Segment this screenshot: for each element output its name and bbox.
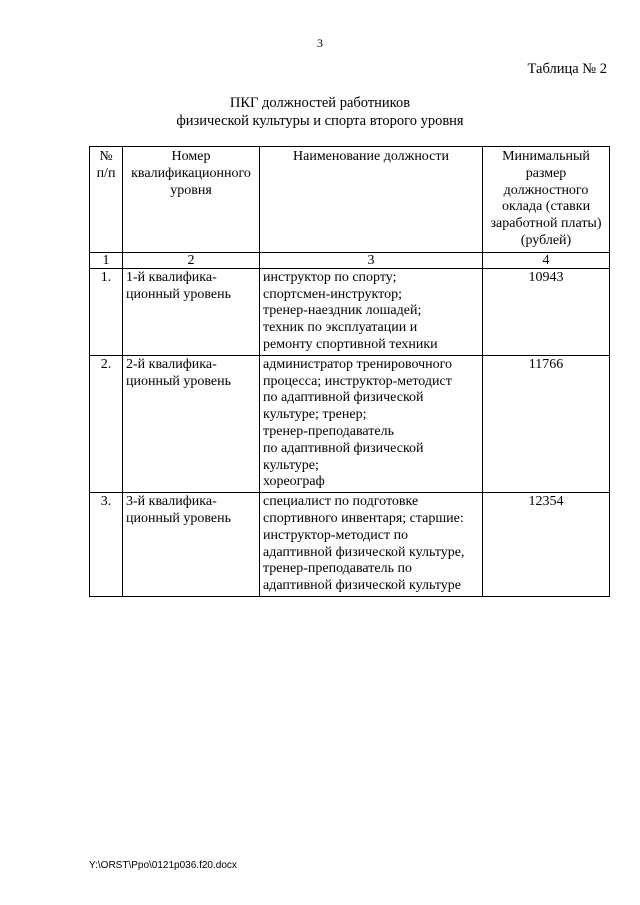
header-text-line: размер (525, 165, 567, 181)
salary-value: 10943 (483, 268, 610, 355)
header-text-line: должностного (503, 182, 589, 198)
position-line: культуре; (263, 457, 319, 473)
header-text-line: заработной платы) (490, 216, 602, 232)
column-number: 3 (260, 252, 483, 268)
header-text-line: квалификационного (131, 165, 251, 181)
header-text-line: Наименование должности (293, 149, 449, 164)
table-header-row (90, 147, 610, 253)
table-row (90, 355, 610, 492)
header-position-name (260, 147, 483, 253)
position-line: специалист по подготовке (263, 494, 419, 510)
page-number: 3 (317, 36, 323, 50)
salary-value: 12354 (483, 493, 610, 597)
column-number-row (90, 252, 610, 268)
position-line: тренер-наездник лошадей; (263, 303, 422, 319)
position-line: тренер-преподаватель (263, 423, 394, 439)
qualification-level (123, 268, 260, 355)
level-line: 3-й квалифика- (126, 494, 217, 510)
positions-table (89, 146, 610, 597)
header-text-line: уровня (170, 182, 212, 198)
position-line: инструктор по спорту; (263, 269, 397, 285)
level-line: ционный уровень (126, 510, 231, 526)
row-number: 2. (90, 355, 123, 492)
header-text-line: (рублей) (520, 232, 572, 248)
level-line: ционный уровень (126, 286, 231, 302)
document-title (0, 95, 640, 130)
row-number: 3. (90, 493, 123, 597)
position-line: адаптивной физической культуре, (263, 544, 465, 560)
level-line: 1-й квалифика- (126, 269, 217, 285)
file-path-footer: Y:\ORST\Ppo\0121p036.f20.docx (89, 860, 237, 871)
title-line-2: физической культуры и спорта второго уровня (176, 112, 464, 129)
header-text-line: Минимальный (502, 149, 590, 164)
header-salary (483, 147, 610, 253)
position-line: ремонту спортивной техники (263, 336, 438, 352)
position-line: администратор тренировочного (263, 356, 453, 372)
qualification-level (123, 355, 260, 492)
position-line: по адаптивной физической (263, 440, 424, 456)
header-text-line: п/п (96, 165, 116, 181)
row-number: 1. (90, 268, 123, 355)
position-line: тренер-преподаватель по (263, 561, 412, 577)
position-line: инструктор-методист по (263, 527, 409, 543)
position-line: по адаптивной физической (263, 390, 424, 406)
position-line: адаптивной физической культуре (263, 578, 462, 594)
level-line: 2-й квалифика- (126, 356, 217, 372)
position-line: культуре; тренер; (263, 407, 367, 423)
column-number: 2 (123, 252, 260, 268)
salary-value: 11766 (483, 355, 610, 492)
header-text-line: № (99, 149, 113, 164)
position-line: спортсмен-инструктор; (263, 286, 402, 302)
title-line-1: ПКГ должностей работников (229, 95, 411, 111)
position-names (260, 268, 483, 355)
header-level (123, 147, 260, 253)
table-label: Таблица № 2 (527, 61, 607, 77)
header-text-line: оклада (ставки (501, 199, 591, 215)
position-line: спортивного инвентаря; старшие: (263, 510, 464, 526)
header-text-line: Номер (171, 149, 211, 164)
table-row (90, 493, 610, 597)
position-line: хореограф (263, 474, 325, 490)
column-number: 1 (90, 252, 123, 268)
table-row (90, 268, 610, 355)
column-number: 4 (483, 252, 610, 268)
position-line: процесса; инструктор-методист (263, 373, 452, 389)
header-number (90, 147, 123, 253)
position-names (260, 493, 483, 597)
level-line: ционный уровень (126, 373, 231, 389)
position-line: техник по эксплуатации и (263, 320, 418, 336)
qualification-level (123, 493, 260, 597)
position-names (260, 355, 483, 492)
